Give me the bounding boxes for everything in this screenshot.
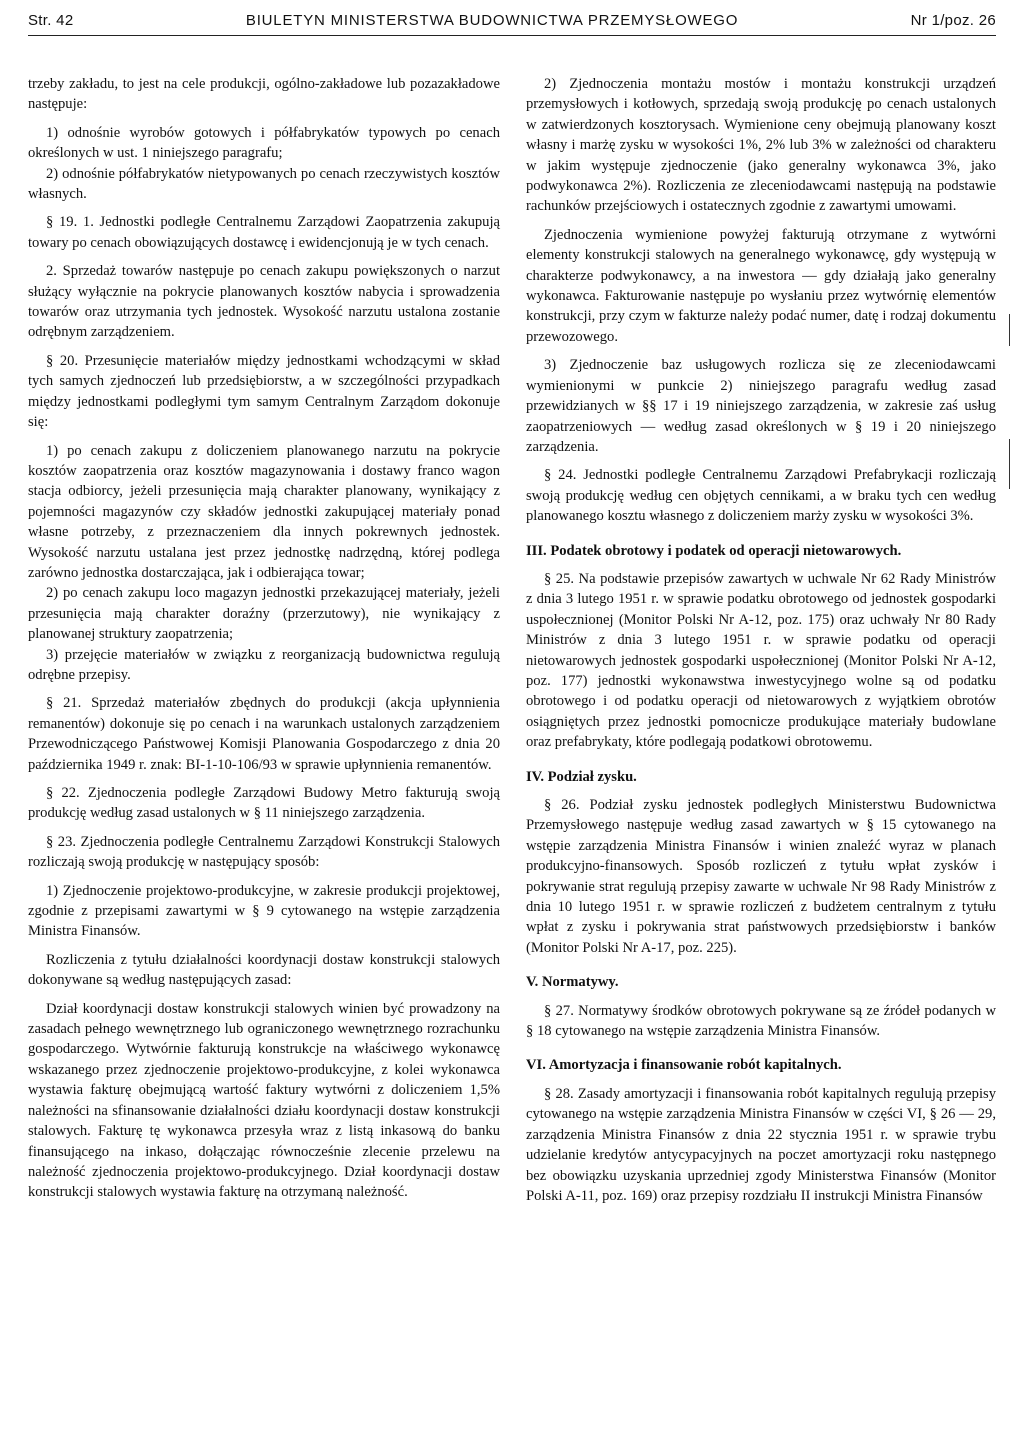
chapter-heading-v: V. Normatywy. (526, 974, 619, 991)
section-19: § 19. 1. Jednostki podległe Centralnemu Zarządowi Zaopatrzenia zakupują towary po cenach obowiązujących dostawcę i ewidencjonują je w tych cenach. (28, 214, 500, 251)
chapter-heading-iv: IV. Podział zysku. (526, 768, 637, 785)
list-item: 2) Zjednoczenia montażu mostów i montażu konstrukcji urządzeń przemysłowych i kotłowych, sprzedają swoją produkcję po cenach ustalonych w zatwierdzonych kosztorysach. Wymienione ceny obejmują planowany koszt własny i marżę zysku w wysokości 1%, 2% lub 3% w zależności od charakteru w jakim występuje zjednoczenie (jako generalny wykonawca 3%, jako podwykonawca 2%). Rozliczenia ze zleceniodawcami następują na podstawie rachunków przejściowych i ostatecznych zgodnie z zawartymi umowami. (526, 76, 996, 215)
publication-title: BIULETYN MINISTERSTWA BUDOWNICTWA PRZEMYSŁOWEGO (245, 12, 739, 29)
section-25: § 25. Na podstawie przepisów zawartych w uchwale Nr 62 Rady Ministrów z dnia 3 lutego 1951 r. w sprawie podatku obrotowego od jednostek gospodarki uspołecznionej (Monitor Polski Nr A-12, poz. 175) oraz uchwały Nr 80 Rady Ministrów z dnia 3 lutego 1951 r. w sprawie podatku od operacji nietowarowych jednostek gospodarki uspołecznionej (Monitor Polski Nr A-12, poz. 177) jednostki wykonawstwa inwestycyjnego wolne są od podatku obrotowego i od podatku operacji od nietowarowych z wyjątkiem obrotów osiągniętych przez jednostki pomocnicze produkujące materiały budowlane oraz prefabrykaty, które podlegają podatkowi obrotowemu. (526, 570, 996, 751)
paragraph: Zjednoczenia wymienione powyżej fakturują otrzymane z wytwórni elementy konstrukcji stalowych na generalnego wykonawcę, gdy występują w charakterze podwykonawcy, a na inwestora — gdy działają jako generalny wykonawca. Fakturowanie następuje po wysłaniu przez wytwórnię elementów konstrukcji, przy czym w fakturze należy podać numer, datę i rodzaj dokumentu przewozowego. (526, 226, 996, 345)
section-26: § 26. Podział zysku jednostek podległych Ministerstwu Budownictwa Przemysłowego następuje według zasad zawartych w § 15 cytowanego na wstępie zarządzenia Ministra Finansów i winien znaleźć wyraz w planach produkcyjno-finansowych. Sposób rozliczeń z tytułu wpłat zysków i pokrywanie strat regulują przepisy zawarte w uchwale Nr 98 Rady Ministrów z dnia 10 lutego 1951 r. w sprawie rozliczeń z budżetem centralnym z tytułu wpłat z zysku i pokrywania strat państwowych przedsiębiorstw i banków (Monitor Polski Nr A-17, poz. 225). (526, 797, 996, 956)
section-22: § 22. Zjednoczenia podległe Zarządowi Budowy Metro fakturują swoją produkcję według zasad ustalonych w § 11 niniejszego zarządzenia. (28, 785, 500, 822)
section-28: § 28. Zasady amortyzacji i finansowania robót kapitalnych regulują przepisy cytowanego na wstępie zarządzenia Ministra Finansów w części VI, § 26 — 29, zarządzenia Ministra Finansów z dnia 22 stycznia 1951 r. w sprawie trybu udzielanie kredytów antycypacyjnych na poczet amortyzacji roku następnego bez obowiązku uzyskania uprzedniej zgody Ministerstwa Finansów (Monitor Polski A-11, poz. 169) oraz przepisy rozdziału II instrukcji Ministra Finansów (526, 1085, 996, 1204)
section-24: § 24. Jednostki podległe Centralnemu Zarządowi Prefabrykacji rozliczają swoją produkcję według cen objętych cennikami, a w braku tych cen według planowanego kosztu własnego z doliczeniem marży zysku w wysokości 3%. (526, 467, 996, 525)
section-20: § 20. Przesunięcie materiałów między jednostkami wchodzącymi w skład tych samych zjednoczeń lub przedsiębiorstw, a w szczególności przypadkach między jednostkami podległymi tym samym Centralnym Zarządom dokonuje się: (28, 352, 500, 431)
margin-line (1009, 314, 1011, 346)
section-27: § 27. Normatywy środków obrotowych pokrywane są ze źródeł podanych w § 18 cytowanego na wstępie zarządzenia Ministra Finansów. (526, 1002, 996, 1040)
section-23: § 23. Zjednoczenia podległe Centralnemu Zarządowi Konstrukcji Stalowych rozliczają swoją produkcję w następujący sposób: (28, 833, 500, 871)
list-item: 1) po cenach zakupu z doliczeniem planowanego narzutu na pokrycie kosztów zaopatrzenia oraz kosztów magazynowania i dostawy franco wagon stacja odbiorcy, jeżeli przesunięcia mają charakter planowany, wynikający z pojemności magazynów czy składów jednostki zakupującej materiały ponad własne potrzeby, z przeznaczeniem dla innych pokrewnych jednostek. Wysokość narzutu ustalana jest przez jednostkę nadrzędną, której podlega zarówno jednostka dostarczająca, jak i odbierająca towar; (28, 442, 500, 581)
chapter-heading-iii: III. Podatek obrotowy i podatek od operacji nietowarowych. (526, 542, 902, 559)
list-item: 2) po cenach zakupu loco magazyn jednostki przekazującej materiały, jeżeli przesunięcia mają charakter doraźny (przerzutowy), nie wynikający z planowanej struktury zaopatrzenia; (28, 585, 500, 643)
list-item: 1) odnośnie wyrobów gotowych i półfabrykatów typowych po cenach określonych w ust. 1 niniejszego paragrafu; (28, 124, 500, 162)
list-item: 1) Zjednoczenie projektowo-produkcyjne, w zakresie produkcji projektowej, zgodnie z przepisami zawartymi w § 9 cytowanego na wstępie zarządzenia Ministra Finansów. (28, 882, 500, 940)
left-column (28, 74, 500, 1214)
paragraph: trzeby zakładu, to jest na cele produkcji, ogólno-zakładowe lub pozazakładowe następuje: (28, 76, 500, 113)
paragraph: Rozliczenia z tytułu działalności koordynacji dostaw konstrukcji stalowych dokonywane są według następujących zasad: (28, 951, 500, 989)
chapter-heading-vi: VI. Amortyzacja i finansowanie robót kapitalnych. (526, 1057, 842, 1074)
margin-line (1009, 439, 1011, 489)
right-column (526, 74, 996, 1214)
paragraph: Dział koordynacji dostaw konstrukcji stalowych winien być prowadzony na zasadach pełnego wewnętrznego lub ograniczonego wewnętrznego rozrachunku gospodarczego. Wytwórnie fakturują konstrukcje na właściwego wykonawcę wskazanego przez zjednoczenie projektowo-produkcyjne, z kolei wykonawca wystawia fakturę obejmującą wartość faktury wytwórni z doliczeniem 1,5% należności na sfinansowanie działalności działu koordynacji dostaw konstrukcji stalowych. Fakturę tę wykonawca przesyła wraz z listą inkasową do banku finansującego na inkaso, dołączając równocześnie zlecenie przelewu na należność zjednoczenia projektowo-produkcyjnego. Dział koordynacji dostaw konstrukcji stalowych wystawia fakturę na otrzymaną należność. (28, 1000, 500, 1201)
list-item: 3) Zjednoczenie baz usługowych rozlicza się ze zleceniodawcami wymienionymi w punkcie 2) niniejszego paragrafu według zasad przewidzianych w §§ 17 i 19 niniejszego zarządzenia, w zakresie zaś usług zaopatrzeniowych — według zasad określonych w § 19 i 20 niniejszego zarządzenia. (526, 357, 996, 455)
list-item: 2) odnośnie półfabrykatów nietypowanych po cenach rzeczywistych kosztów własnych. (28, 165, 500, 203)
paragraph: 2. Sprzedaż towarów następuje po cenach zakupu powiększonych o narzut służący wyłącznie na pokrycie planowanych kosztów nabycia i sprowadzenia towarów oraz utrzymania tych jednostek. Wysokość narzutu ustalona zostanie odrębnym zarządzeniem. (28, 263, 500, 341)
text-columns (28, 74, 996, 1214)
section-21: § 21. Sprzedaż materiałów zbędnych do produkcji (akcja upłynnienia remanentów) dokonuje się po cenach i na warunkach ustalonych zarządzeniem Przewodniczącego Państwowej Komisji Planowania Gospodarczego z dnia 20 października 1949 r. znak: BI-1-10-106/93 w sprawie upłynnienia remanentów. (28, 695, 500, 773)
page-number: Str. 42 (28, 12, 74, 29)
list-item: 3) przejęcie materiałów w związku z reorganizacją budownictwa regulują odrębne przepisy. (28, 646, 500, 683)
issue-number: Nr 1/poz. 26 (910, 12, 996, 29)
page-header (28, 6, 996, 36)
